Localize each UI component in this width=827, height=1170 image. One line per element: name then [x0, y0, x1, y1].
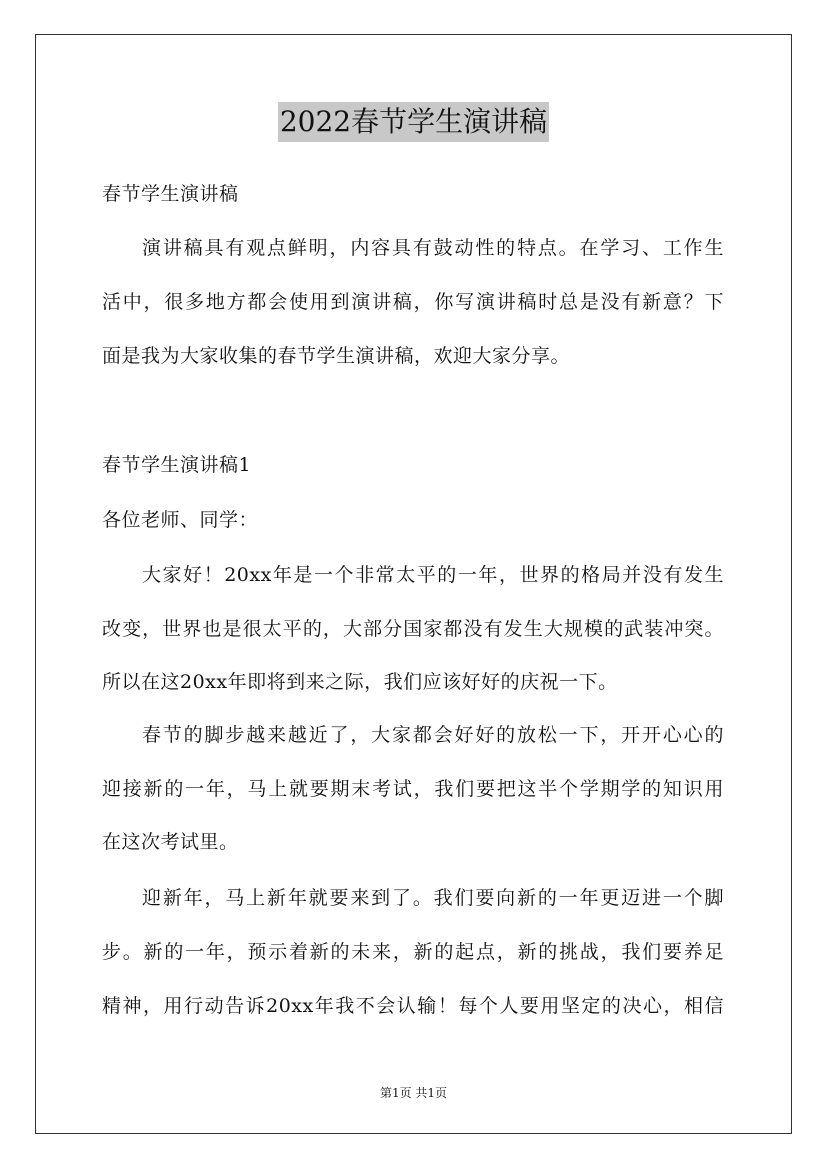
- paragraph-line: 改变，世界也是很太平的，大部分国家都没有发生大规模的武装冲突。: [102, 618, 724, 640]
- paragraph-line: 演讲稿具有观点鲜明，内容具有鼓动性的特点。在学习、工作生: [142, 237, 724, 259]
- paragraph-line: 精神，用行动告诉20xx年我不会认输！每个人要用坚定的决心，相信: [102, 995, 724, 1017]
- paragraph-line: 在这次考试里。: [102, 831, 239, 853]
- paragraph-line: 步。新的一年，预示着新的未来，新的起点，新的挑战，我们要养足: [102, 941, 724, 963]
- paragraph-line: 面是我为大家收集的春节学生演讲稿，欢迎大家分享。: [102, 345, 571, 367]
- paragraph-line: 所以在这20xx年即将到来之际，我们应该好好的庆祝一下。: [102, 671, 618, 693]
- section-heading: 春节学生演讲稿1: [102, 454, 252, 476]
- paragraph-line: 迎新年，马上新年就要来到了。我们要向新的一年更迈进一个脚: [142, 887, 724, 909]
- subtitle: 春节学生演讲稿: [102, 183, 239, 205]
- paragraph-line: 大家好！20xx年是一个非常太平的一年，世界的格局并没有发生: [142, 564, 724, 586]
- salutation: 各位老师、同学：: [102, 509, 259, 531]
- document-title: 2022春节学生演讲稿: [278, 102, 549, 142]
- page-footer: 第1页 共1页: [379, 1086, 448, 1100]
- paragraph-line: 活中，很多地方都会使用到演讲稿，你写演讲稿时总是没有新意？下: [102, 291, 724, 313]
- paragraph-line: 春节的脚步越来越近了，大家都会好好的放松一下，开开心心的: [142, 724, 724, 746]
- title-container: [0, 102, 827, 142]
- paragraph-line: 迎接新的一年，马上就要期末考试，我们要把这半个学期学的知识用: [102, 778, 724, 800]
